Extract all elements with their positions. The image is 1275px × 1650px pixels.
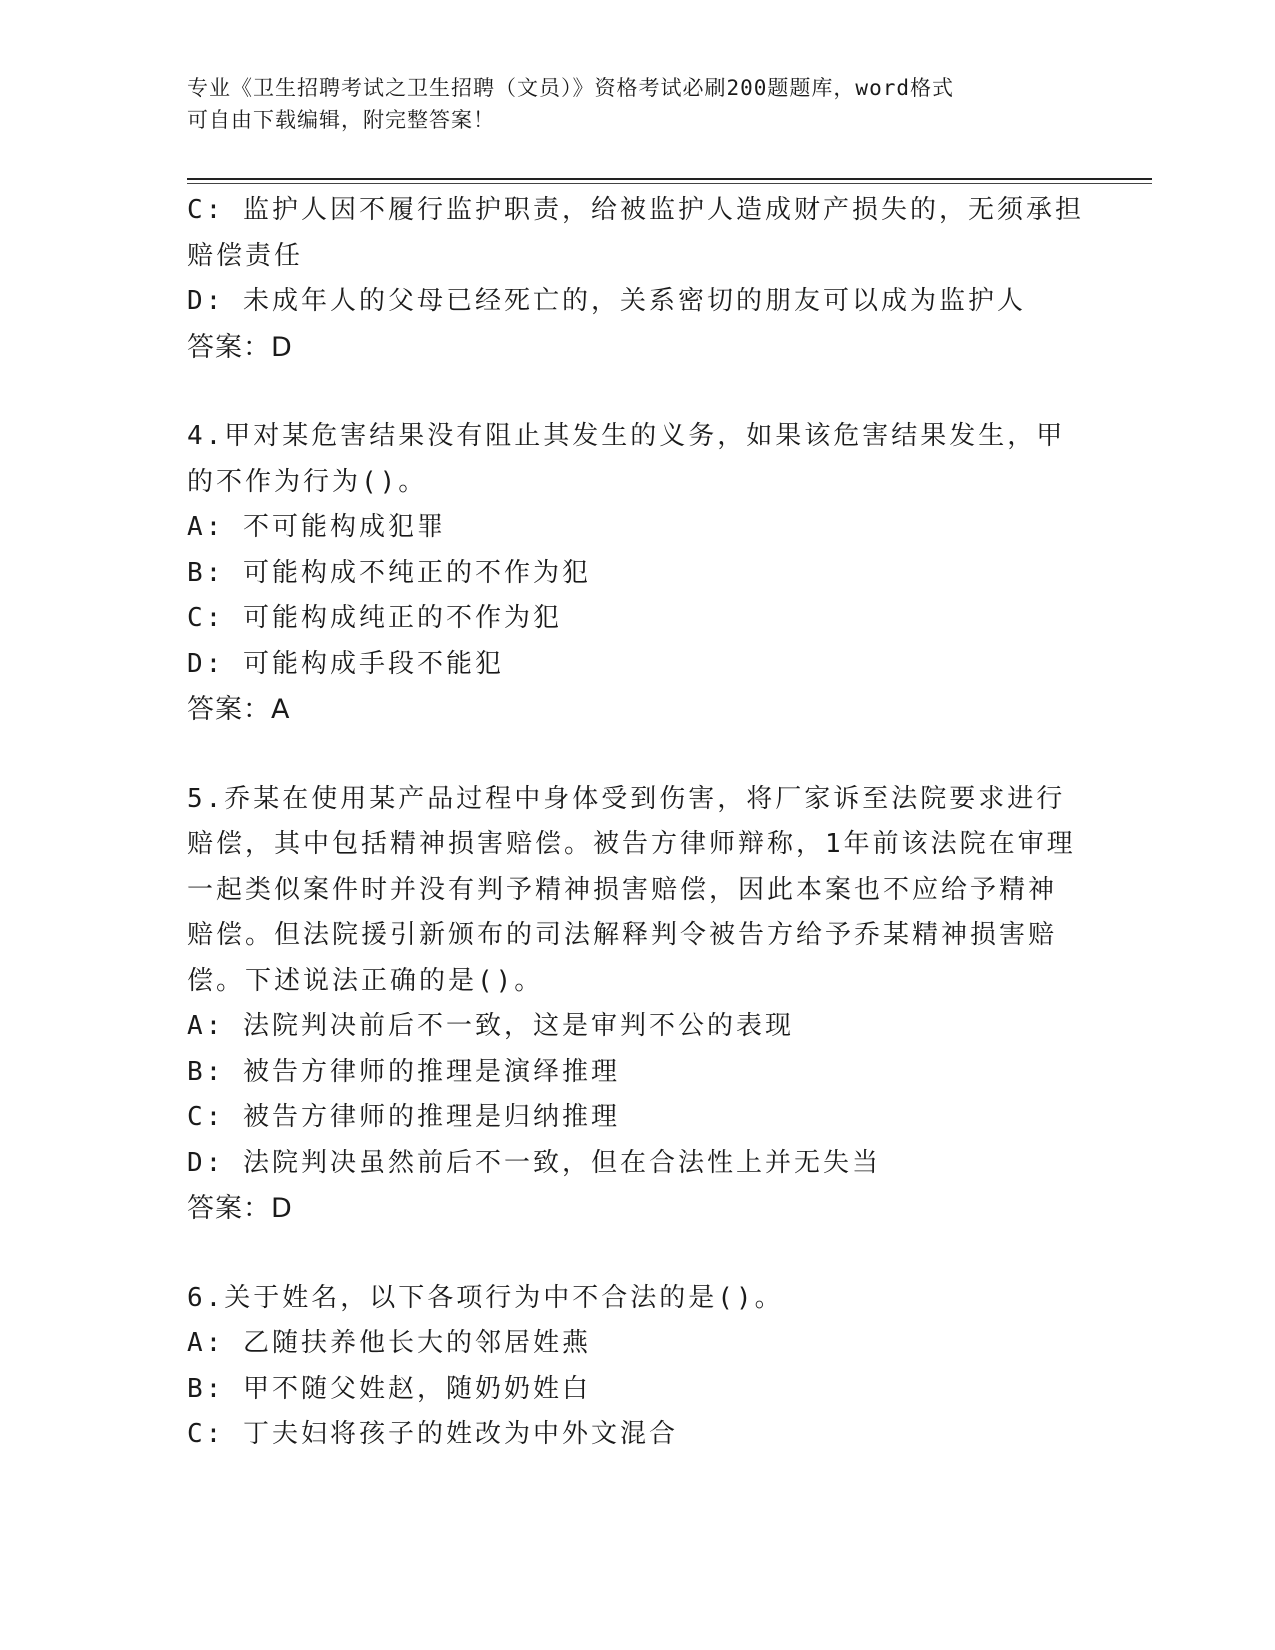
option-d: D: 未成年人的父母已经死亡的，关系密切的朋友可以成为监护人 bbox=[187, 286, 1026, 316]
option-c: C: 被告方律师的推理是归纳推理 bbox=[187, 1102, 620, 1132]
option-a: A: 法院判决前后不一致，这是审判不公的表现 bbox=[187, 1011, 794, 1041]
question-5 bbox=[187, 777, 1087, 1232]
answer-label: 答案：A bbox=[187, 694, 291, 725]
question-stem: 一起类似案件时并没有判予精神损害赔偿，因此本案也不应给予精神 bbox=[187, 874, 1058, 905]
question-6 bbox=[187, 1276, 1087, 1458]
spacer bbox=[187, 370, 1087, 414]
spacer bbox=[187, 1232, 1087, 1276]
question-content bbox=[187, 188, 1087, 1458]
option-b: B: 可能构成不纯正的不作为犯 bbox=[187, 557, 591, 588]
question-stem: 赔偿，其中包括精神损害赔偿。被告方律师辩称，1年前该法院在审理 bbox=[187, 829, 1076, 859]
option-c: C: 可能构成纯正的不作为犯 bbox=[187, 603, 562, 633]
header-divider-thin bbox=[187, 183, 1152, 184]
question-stem: 的不作为行为()。 bbox=[187, 466, 428, 497]
document-header bbox=[187, 72, 1087, 136]
header-title-line-2: 可自由下载编辑，附完整答案！ bbox=[187, 108, 495, 132]
header-divider-thick bbox=[187, 178, 1152, 180]
answer-label: 答案：D bbox=[187, 331, 293, 363]
question-stem: 4.甲对某危害结果没有阻止其发生的义务，如果该危害结果发生，甲 bbox=[187, 421, 1066, 451]
option-a: A: 不可能构成犯罪 bbox=[187, 512, 446, 542]
option-c: C: 监护人因不履行监护职责，给被监护人造成财产损失的，无须承担 bbox=[187, 195, 1084, 225]
question-3-continued bbox=[187, 188, 1087, 370]
question-stem: 6.关于姓名，以下各项行为中不合法的是()。 bbox=[187, 1282, 784, 1313]
question-stem: 5.乔某在使用某产品过程中身体受到伤害，将厂家诉至法院要求进行 bbox=[187, 783, 1066, 814]
option-b: B: 甲不随父姓赵，随奶奶姓白 bbox=[187, 1373, 591, 1404]
question-4 bbox=[187, 414, 1087, 733]
answer-label: 答案：D bbox=[187, 1193, 293, 1224]
option-c-continued: 赔偿责任 bbox=[187, 240, 304, 271]
question-stem: 赔偿。但法院援引新颁布的司法解释判令被告方给予乔某精神损害赔 bbox=[187, 920, 1058, 950]
option-a: A: 乙随扶养他长大的邻居姓燕 bbox=[187, 1328, 591, 1358]
option-c: C: 丁夫妇将孩子的姓改为中外文混合 bbox=[187, 1419, 678, 1449]
option-b: B: 被告方律师的推理是演绎推理 bbox=[187, 1056, 620, 1087]
header-title-line-1: 专业《卫生招聘考试之卫生招聘（文员）》资格考试必刷200题题库，word格式 bbox=[187, 76, 954, 100]
option-d: D: 可能构成手段不能犯 bbox=[187, 648, 504, 679]
spacer bbox=[187, 733, 1087, 777]
option-d: D: 法院判决虽然前后不一致，但在合法性上并无失当 bbox=[187, 1147, 881, 1178]
question-stem: 偿。下述说法正确的是()。 bbox=[187, 965, 544, 996]
